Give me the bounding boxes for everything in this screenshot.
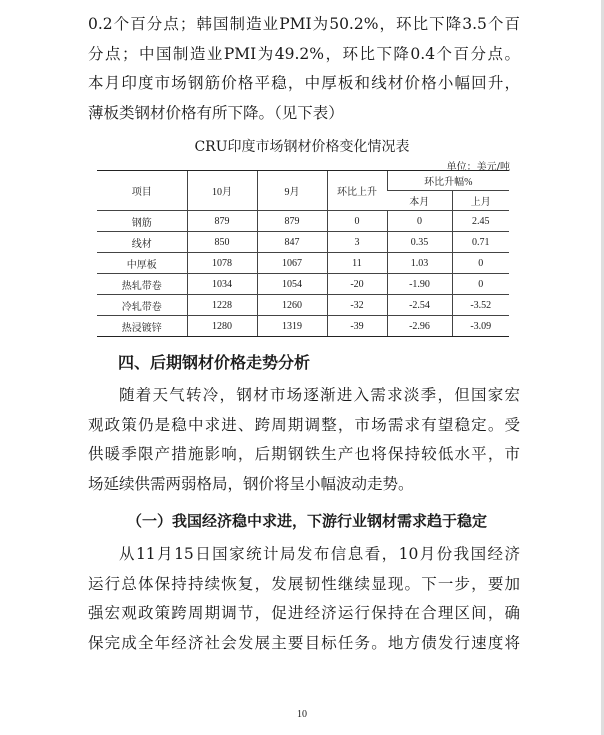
cell-sep: 1260	[257, 295, 327, 316]
header-item: 项目	[97, 171, 187, 211]
cell-last-month: 2.45	[452, 211, 509, 232]
section-heading: 四、后期钢材价格走势分析	[118, 353, 311, 372]
text-line: 薄板类钢材价格有所下降。（见下表）	[88, 103, 344, 122]
cell-rise: -20	[327, 274, 387, 295]
header-this-month: 本月	[387, 191, 452, 211]
cell-last-month: 0	[452, 253, 509, 274]
cell-last-month: 0	[452, 274, 509, 295]
subsection-heading: （一）我国经济稳中求进，下游行业钢材需求趋于稳定	[127, 512, 488, 530]
cell-rise: -39	[327, 316, 387, 337]
header-mom-rise: 环比上升	[327, 171, 387, 211]
cell-sep: 1067	[257, 253, 327, 274]
cell-item: 热轧带卷	[97, 274, 187, 295]
cell-oct: 1078	[187, 253, 257, 274]
cell-this-month: -2.96	[387, 316, 452, 337]
text-line: 从11月15日国家统计局发布信息看，10月份我国经济	[119, 545, 520, 563]
cell-sep: 879	[257, 211, 327, 232]
header-last-month: 上月	[452, 191, 509, 211]
cell-oct: 1280	[187, 316, 257, 337]
cell-item: 热浸镀锌	[97, 316, 187, 337]
text-line: 强宏观政策跨周期调节，促进经济运行保持在合理区间，确	[88, 604, 520, 622]
cell-item: 线材	[97, 232, 187, 253]
cell-this-month: 0.35	[387, 232, 452, 253]
cell-oct: 850	[187, 232, 257, 253]
table-row	[97, 274, 509, 295]
intro-paragraph	[88, 10, 520, 128]
text-line: 随着天气转冷，钢材市场逐渐进入需求淡季，但国家宏	[119, 386, 520, 404]
table-row	[97, 232, 509, 253]
table-row	[97, 316, 509, 337]
text-line: 分点；中国制造业PMI为49.2%，环比下降0.4个百分点。	[88, 44, 520, 63]
cell-item: 冷轧带卷	[97, 295, 187, 316]
text-line: 保完成全年经济社会发展主要目标任务。地方债发行速度将	[88, 633, 520, 652]
cell-last-month: -3.09	[452, 316, 509, 337]
table-title: CRU印度市场钢材价格变化情况表	[194, 139, 410, 155]
economy-paragraph	[88, 540, 520, 658]
cell-this-month: 0	[387, 211, 452, 232]
table-row	[97, 295, 509, 316]
cell-last-month: 0.71	[452, 232, 509, 253]
cell-rise: 11	[327, 253, 387, 274]
price-table	[97, 170, 509, 337]
text-line: 运行总体保持持续恢复，发展韧性继续显现。下一步，要加	[88, 574, 520, 593]
header-sep: 9月	[257, 171, 327, 211]
cell-rise: 3	[327, 232, 387, 253]
cell-oct: 1034	[187, 274, 257, 295]
cell-oct: 879	[187, 211, 257, 232]
cell-rise: -32	[327, 295, 387, 316]
cell-sep: 1319	[257, 316, 327, 337]
cell-rise: 0	[327, 211, 387, 232]
text-line: 场延续供需两弱格局，钢价将呈小幅波动走势。	[88, 474, 414, 493]
page-number: 10	[297, 709, 307, 720]
cell-this-month: 1.03	[387, 253, 452, 274]
text-line: 观政策仍是稳中求进、跨周期调整，市场需求有望稳定。受	[88, 415, 520, 434]
text-line: 本月印度市场钢筋价格平稳，中厚板和线材价格小幅回升，	[88, 74, 520, 92]
cell-item: 钢筋	[97, 211, 187, 232]
cell-oct: 1228	[187, 295, 257, 316]
cell-sep: 847	[257, 232, 327, 253]
table-row	[97, 253, 509, 274]
cell-this-month: -1.90	[387, 274, 452, 295]
table-unit: 单位：美元/吨	[446, 162, 510, 173]
text-line: 供暖季限产措施影响，后期钢铁生产也将保持较低水平，市	[88, 445, 520, 463]
cell-sep: 1054	[257, 274, 327, 295]
cell-this-month: -2.54	[387, 295, 452, 316]
text-line: 0.2个百分点；韩国制造业PMI为50.2%，环比下降3.5个百	[88, 15, 520, 33]
cell-item: 中厚板	[97, 253, 187, 274]
header-oct: 10月	[187, 171, 257, 211]
outlook-paragraph	[88, 381, 520, 499]
cell-last-month: -3.52	[452, 295, 509, 316]
table-row	[97, 211, 509, 232]
header-mom-pct: 环比升幅%	[387, 171, 509, 191]
